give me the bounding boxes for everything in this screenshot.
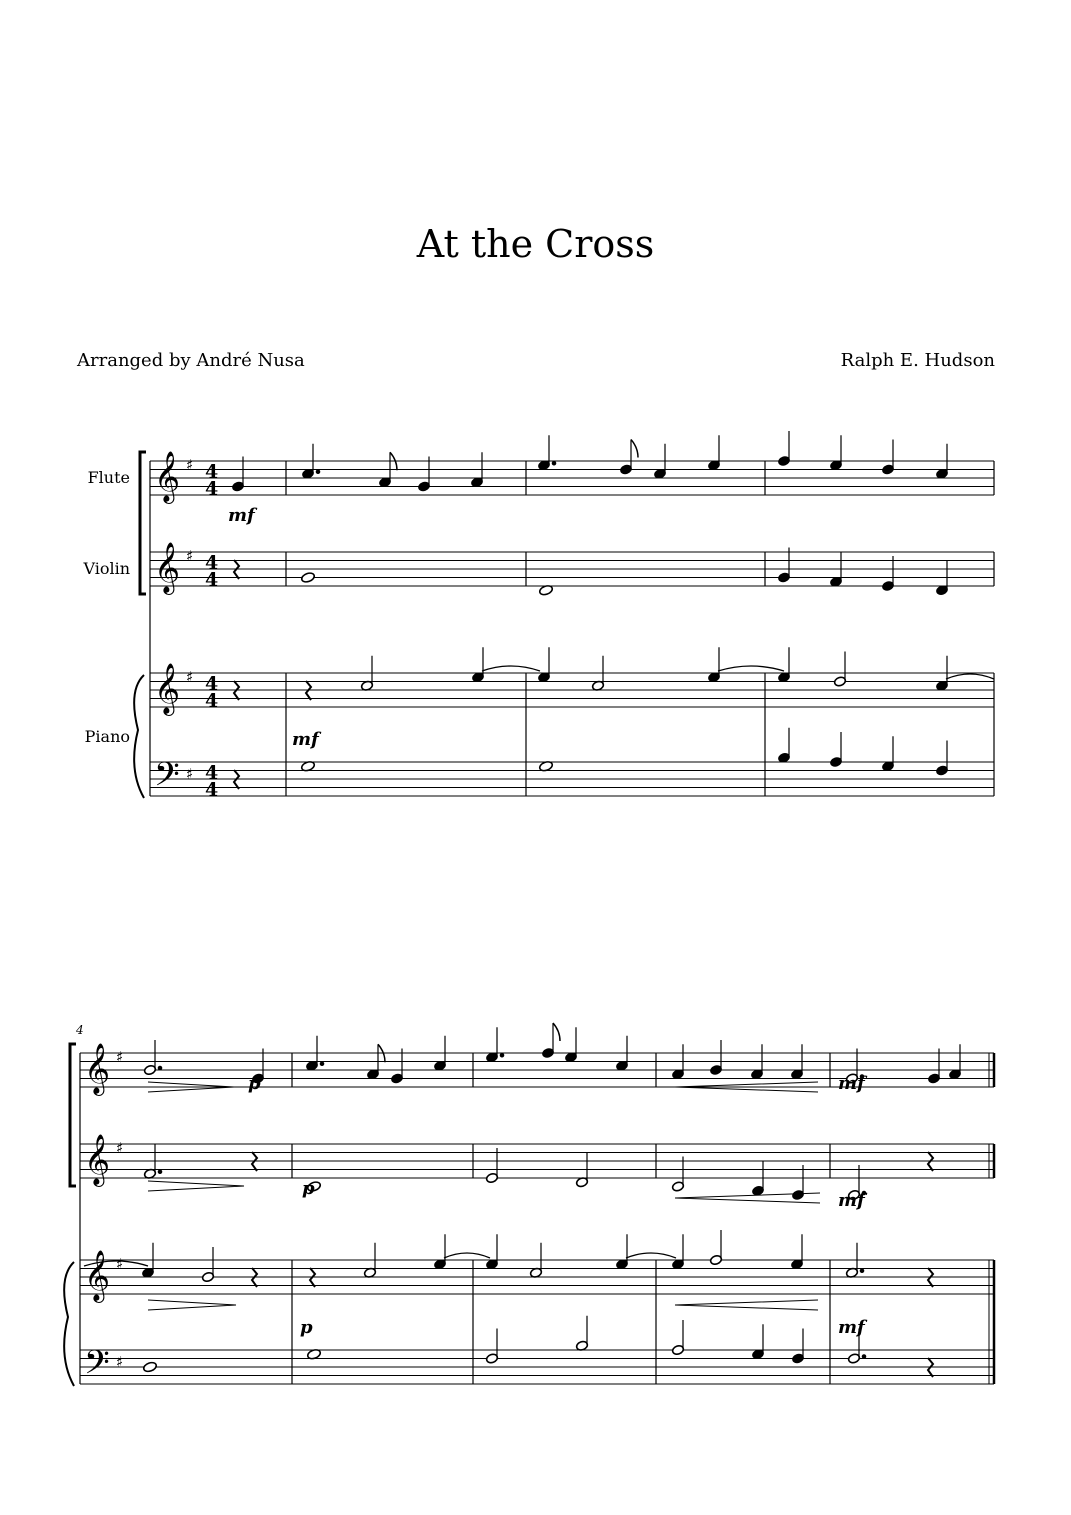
treble-clef: 𝄞 — [154, 451, 181, 502]
key-signature-sharp: ♯ — [186, 668, 194, 686]
dynamic-marking: mf — [838, 1190, 865, 1211]
time-signature: 4 — [205, 569, 219, 591]
decrescendo-hairpin — [148, 1300, 236, 1310]
time-signature: 4 — [205, 762, 219, 784]
time-signature: 4 — [205, 779, 219, 801]
measure-number: 4 — [76, 1023, 84, 1037]
key-signature-sharp: ♯ — [116, 1255, 124, 1273]
treble-clef: 𝄞 — [84, 1043, 111, 1094]
dynamic-marking: mf — [838, 1317, 865, 1338]
tie — [444, 1253, 490, 1258]
dynamic-marking: mf — [838, 1073, 865, 1094]
tie — [718, 666, 784, 671]
tie — [482, 666, 540, 671]
augmentation-dot — [316, 470, 320, 474]
crescendo-hairpin — [675, 1300, 818, 1310]
key-signature-sharp: ♯ — [186, 456, 194, 474]
note-head — [143, 1361, 158, 1373]
instrument-label-piano: Piano — [84, 727, 130, 746]
dynamic-marking: mf — [292, 729, 319, 750]
composer-credit: Ralph E. Hudson — [840, 350, 995, 371]
dynamic-marking: mf — [228, 505, 255, 526]
piano-brace — [64, 1262, 74, 1386]
treble-clef: 𝄞 — [154, 542, 181, 593]
ensemble-bracket — [70, 1044, 76, 1186]
dynamic-marking: p — [300, 1317, 313, 1338]
augmentation-dot — [500, 1053, 504, 1057]
score-title: At the Cross — [416, 222, 655, 266]
instrument-label-violin: Violin — [83, 559, 130, 578]
augmentation-dot — [158, 1170, 162, 1174]
bass-clef: 𝄢 — [154, 756, 180, 802]
time-signature: 4 — [205, 461, 219, 483]
augmentation-dot — [552, 461, 556, 465]
bass-clef: 𝄢 — [84, 1344, 110, 1390]
treble-clef: 𝄞 — [84, 1134, 111, 1185]
key-signature-sharp: ♯ — [116, 1139, 124, 1157]
time-signature: 4 — [205, 552, 219, 574]
key-signature-sharp: ♯ — [186, 765, 194, 783]
ensemble-bracket — [140, 452, 146, 594]
augmentation-dot — [860, 1269, 864, 1273]
time-signature: 4 — [205, 690, 219, 712]
augmentation-dot — [320, 1062, 324, 1066]
piano-brace — [134, 675, 144, 798]
time-signature: 4 — [205, 478, 219, 500]
augmentation-dot — [158, 1066, 162, 1070]
instrument-label-flute: Flute — [87, 468, 130, 487]
note-flag — [631, 440, 638, 458]
key-signature-sharp: ♯ — [116, 1353, 124, 1371]
time-signature: 4 — [205, 673, 219, 695]
decrescendo-hairpin — [148, 1181, 244, 1191]
key-signature-sharp: ♯ — [116, 1048, 124, 1066]
treble-clef: 𝄞 — [154, 663, 181, 714]
note-head — [301, 572, 316, 584]
note-flag — [553, 1023, 560, 1041]
key-signature-sharp: ♯ — [186, 547, 194, 565]
augmentation-dot — [862, 1355, 866, 1359]
dynamic-marking: p — [248, 1073, 261, 1094]
arranger-credit: Arranged by André Nusa — [77, 350, 305, 371]
treble-clef: 𝄞 — [84, 1250, 111, 1301]
tie — [626, 1253, 676, 1258]
tie — [946, 674, 994, 679]
dynamic-marking: p — [302, 1178, 315, 1199]
